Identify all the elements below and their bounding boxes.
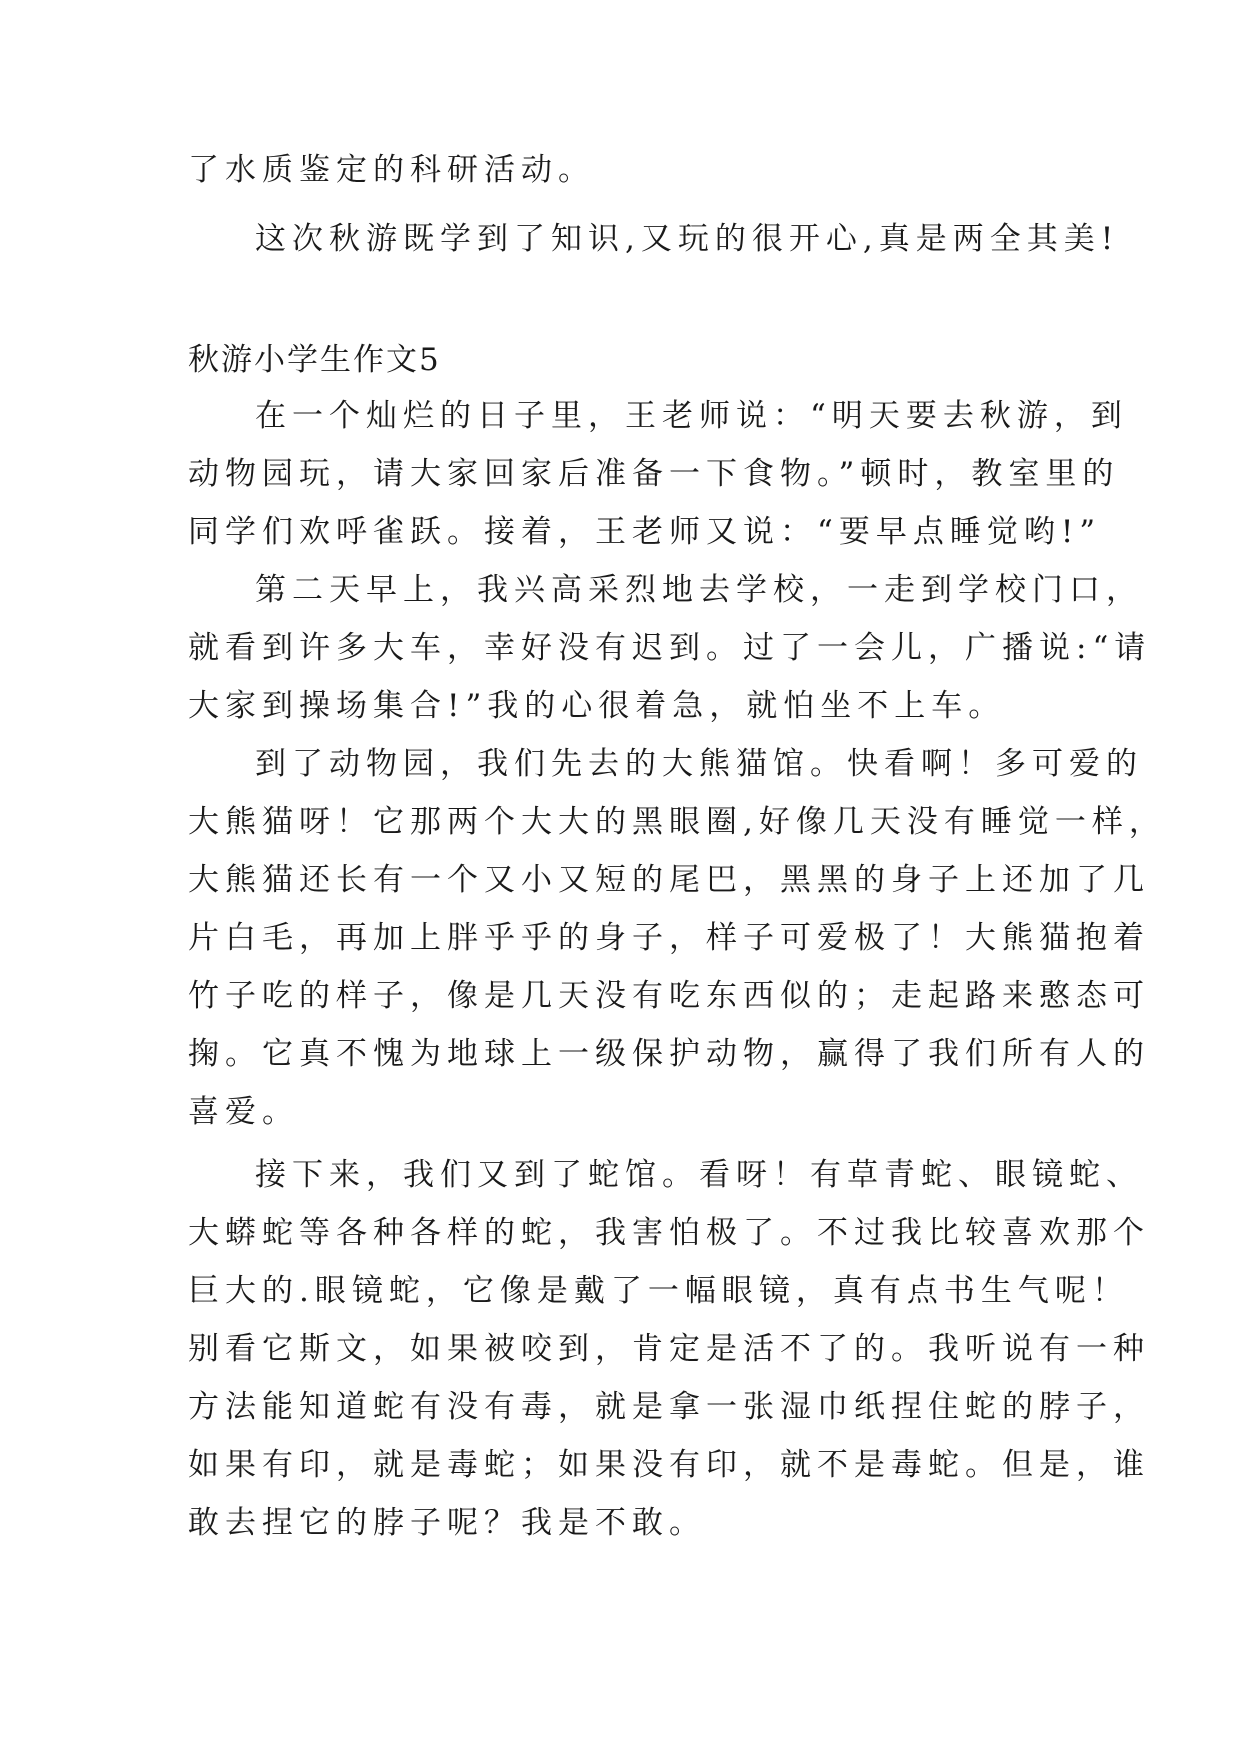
text-line: 接下来，我们又到了蛇馆。看呀！有草青蛇、眼镜蛇、 <box>255 1157 1143 1193</box>
text-line: 了水质鉴定的科研活动。 <box>188 152 595 188</box>
text-line: 如果有印，就是毒蛇；如果没有印，就不是毒蛇。但是，谁 <box>188 1447 1150 1483</box>
text-line: 大熊猫呀！它那两个大大的黑眼圈,好像几天没有睡觉一样， <box>188 804 1166 840</box>
text-line: 竹子吃的样子，像是几天没有吃东西似的；走起路来憨态可 <box>188 978 1150 1014</box>
text-line: 这次秋游既学到了知识,又玩的很开心,真是两全其美! <box>255 221 1120 257</box>
text-line: 喜爱。 <box>188 1094 299 1130</box>
text-line: 到了动物园，我们先去的大熊猫馆。快看啊！多可爱的 <box>255 746 1143 782</box>
section-title: 秋游小学生作文5 <box>188 342 441 378</box>
text-line: 别看它斯文，如果被咬到，肯定是活不了的。我听说有一种 <box>188 1331 1150 1367</box>
text-line: 大家到操场集合!”我的心很着急，就怕坐不上车。 <box>188 688 1006 724</box>
text-line: 大蟒蛇等各种各样的蛇，我害怕极了。不过我比较喜欢那个 <box>188 1215 1150 1251</box>
text-line: 第二天早上，我兴高采烈地去学校，一走到学校门口， <box>255 572 1143 608</box>
text-line: 在一个灿烂的日子里，王老师说：“明天要去秋游，到 <box>255 398 1128 434</box>
text-line: 巨大的.眼镜蛇，它像是戴了一幅眼镜，真有点书生气呢！ <box>188 1273 1129 1309</box>
text-line: 片白毛，再加上胖乎乎的身子，样子可爱极了！大熊猫抱着 <box>188 920 1150 956</box>
text-line: 方法能知道蛇有没有毒，就是拿一张湿巾纸捏住蛇的脖子， <box>188 1389 1150 1425</box>
text-line: 同学们欢呼雀跃。接着，王老师又说：“要早点睡觉哟!” <box>188 514 1102 550</box>
text-line: 大熊猫还长有一个又小又短的尾巴，黑黑的身子上还加了几 <box>188 862 1150 898</box>
text-line: 动物园玩，请大家回家后准备一下食物。”顿时，教室里的 <box>188 456 1120 492</box>
text-line: 就看到许多大车，幸好没有迟到。过了一会儿，广播说:“请 <box>188 630 1152 666</box>
text-line: 掬。它真不愧为地球上一级保护动物，赢得了我们所有人的 <box>188 1036 1150 1072</box>
text-line: 敢去捏它的脖子呢？我是不敢。 <box>188 1505 706 1541</box>
